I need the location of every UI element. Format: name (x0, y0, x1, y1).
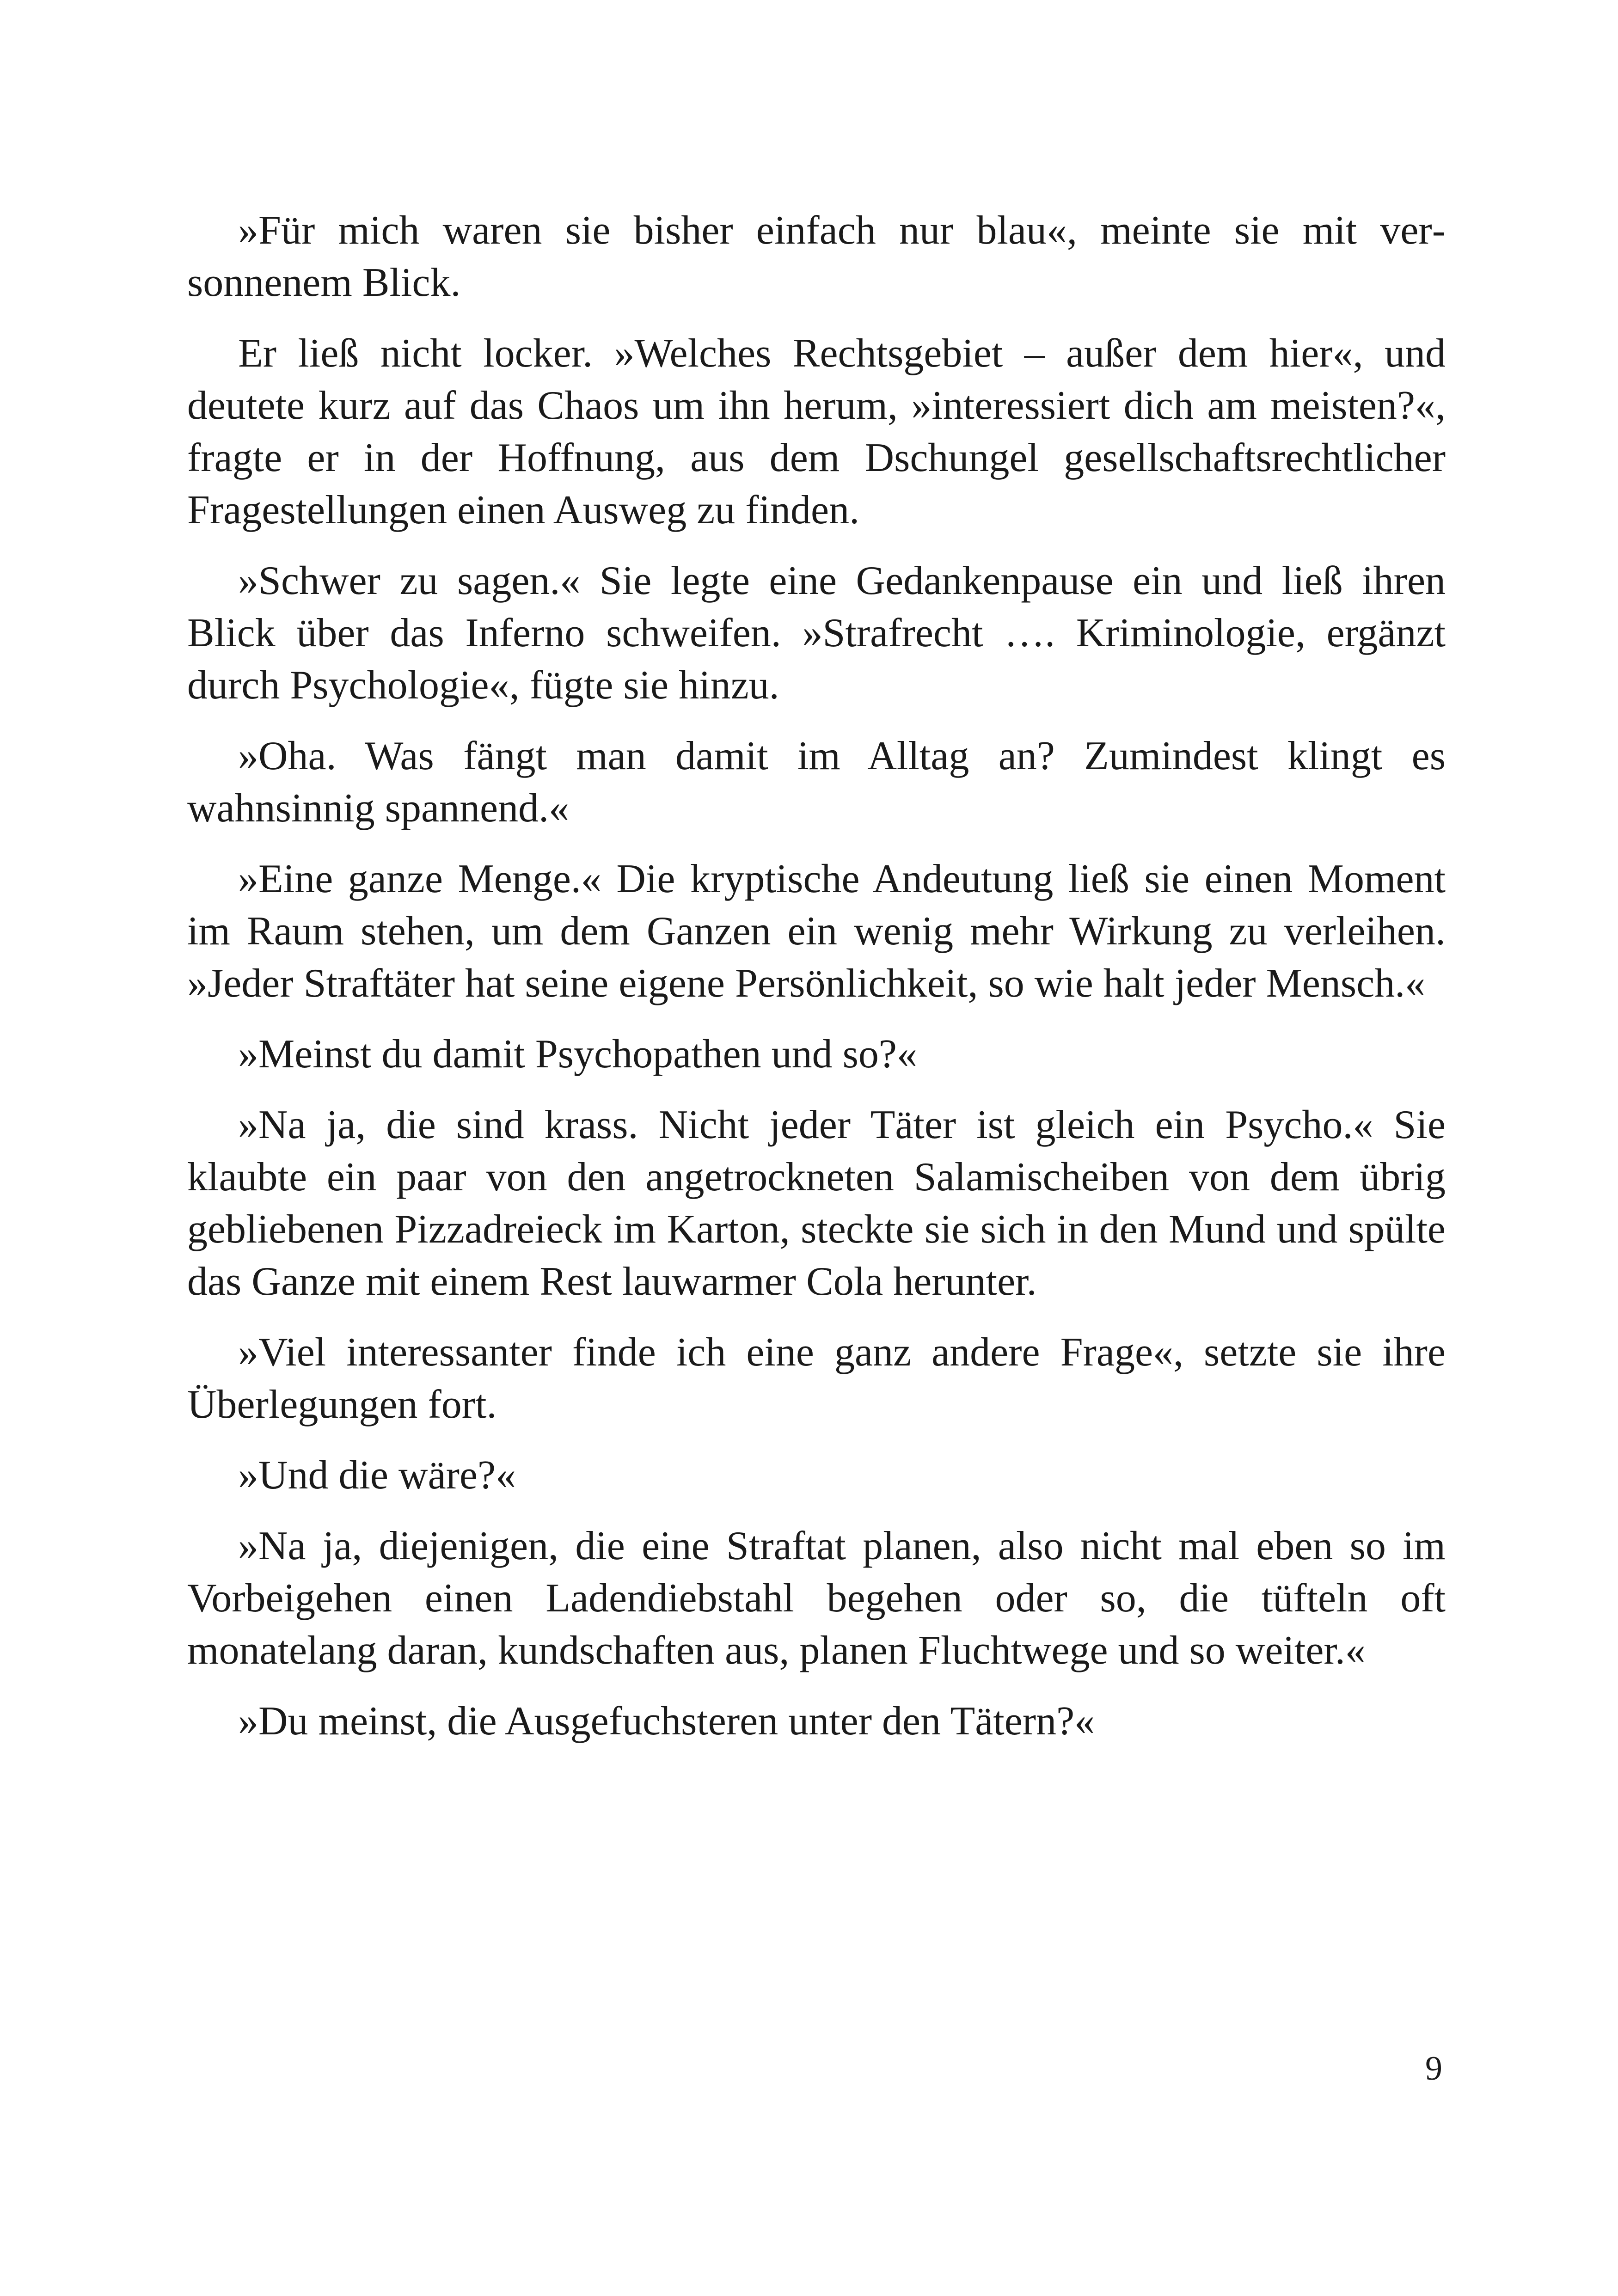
paragraph: »Eine ganze Menge.« Die kryptische Andeutung ließ sie einen Moment im Raum stehen, um dem Ganzen ein wenig mehr Wirkung zu verleihen. »Jeder Straftäter hat seine eigene Persönlichkeit, so wie halt jeder Mensch.« (187, 857, 1446, 1006)
paragraph: »Oha. Was fängt man damit im Alltag an? Zumindest klingt es wahnsinnig spannend.« (187, 734, 1446, 831)
paragraph: Er ließ nicht locker. »Welches Rechtsgebiet – außer dem hier«, und deutete kurz auf das Chaos um ihn herum, »interessiert dich am meisten?«, fragte er in der Hoffnung, aus dem Dschungel gesellschaftsrechtlicher Fragestellungen einen Ausweg zu finden. (187, 331, 1446, 533)
paragraph: »Na ja, die sind krass. Nicht jeder Täter ist gleich ein Psycho.« Sie klaubte ein paar von den angetrockneten Salamischeiben von dem übrig gebliebenen Pizzadreieck im Karton, steckte sie sich in den Mund und spülte das Ganze mit einem Rest lauwarmer Cola herunter. (187, 1102, 1446, 1304)
paragraph: »Schwer zu sagen.« Sie legte eine Gedankenpause ein und ließ ihren Blick über das Inferno schweifen. »Strafrecht …. Kriminologie, ergänzt durch Psychologie«, fügte sie hinzu. (187, 558, 1446, 708)
paragraph: »Na ja, diejenigen, die eine Straftat planen, also nicht mal eben so im Vorbeigehen einen Ladendiebstahl begehen oder so, die tüfteln oft monatelang daran, kundschaften aus, planen Fluchtwege und so weiter.« (187, 1524, 1446, 1673)
paragraph: »Du meinst, die Ausgefuchsteren unter den Tätern?« (238, 1699, 1095, 1744)
paragraph: »Und die wäre?« (238, 1453, 516, 1498)
body-text (187, 204, 1446, 1766)
paragraph: »Meinst du damit Psychopathen und so?« (238, 1032, 917, 1077)
page-number: 9 (1425, 2050, 1442, 2088)
paragraph: »Für mich waren sie bisher einfach nur blau«, meinte sie mit versonnenem Blick. (187, 208, 1446, 305)
paragraph: »Viel interessanter finde ich eine ganz andere Frage«, setzte sie ihre Überlegungen fort. (187, 1330, 1446, 1427)
